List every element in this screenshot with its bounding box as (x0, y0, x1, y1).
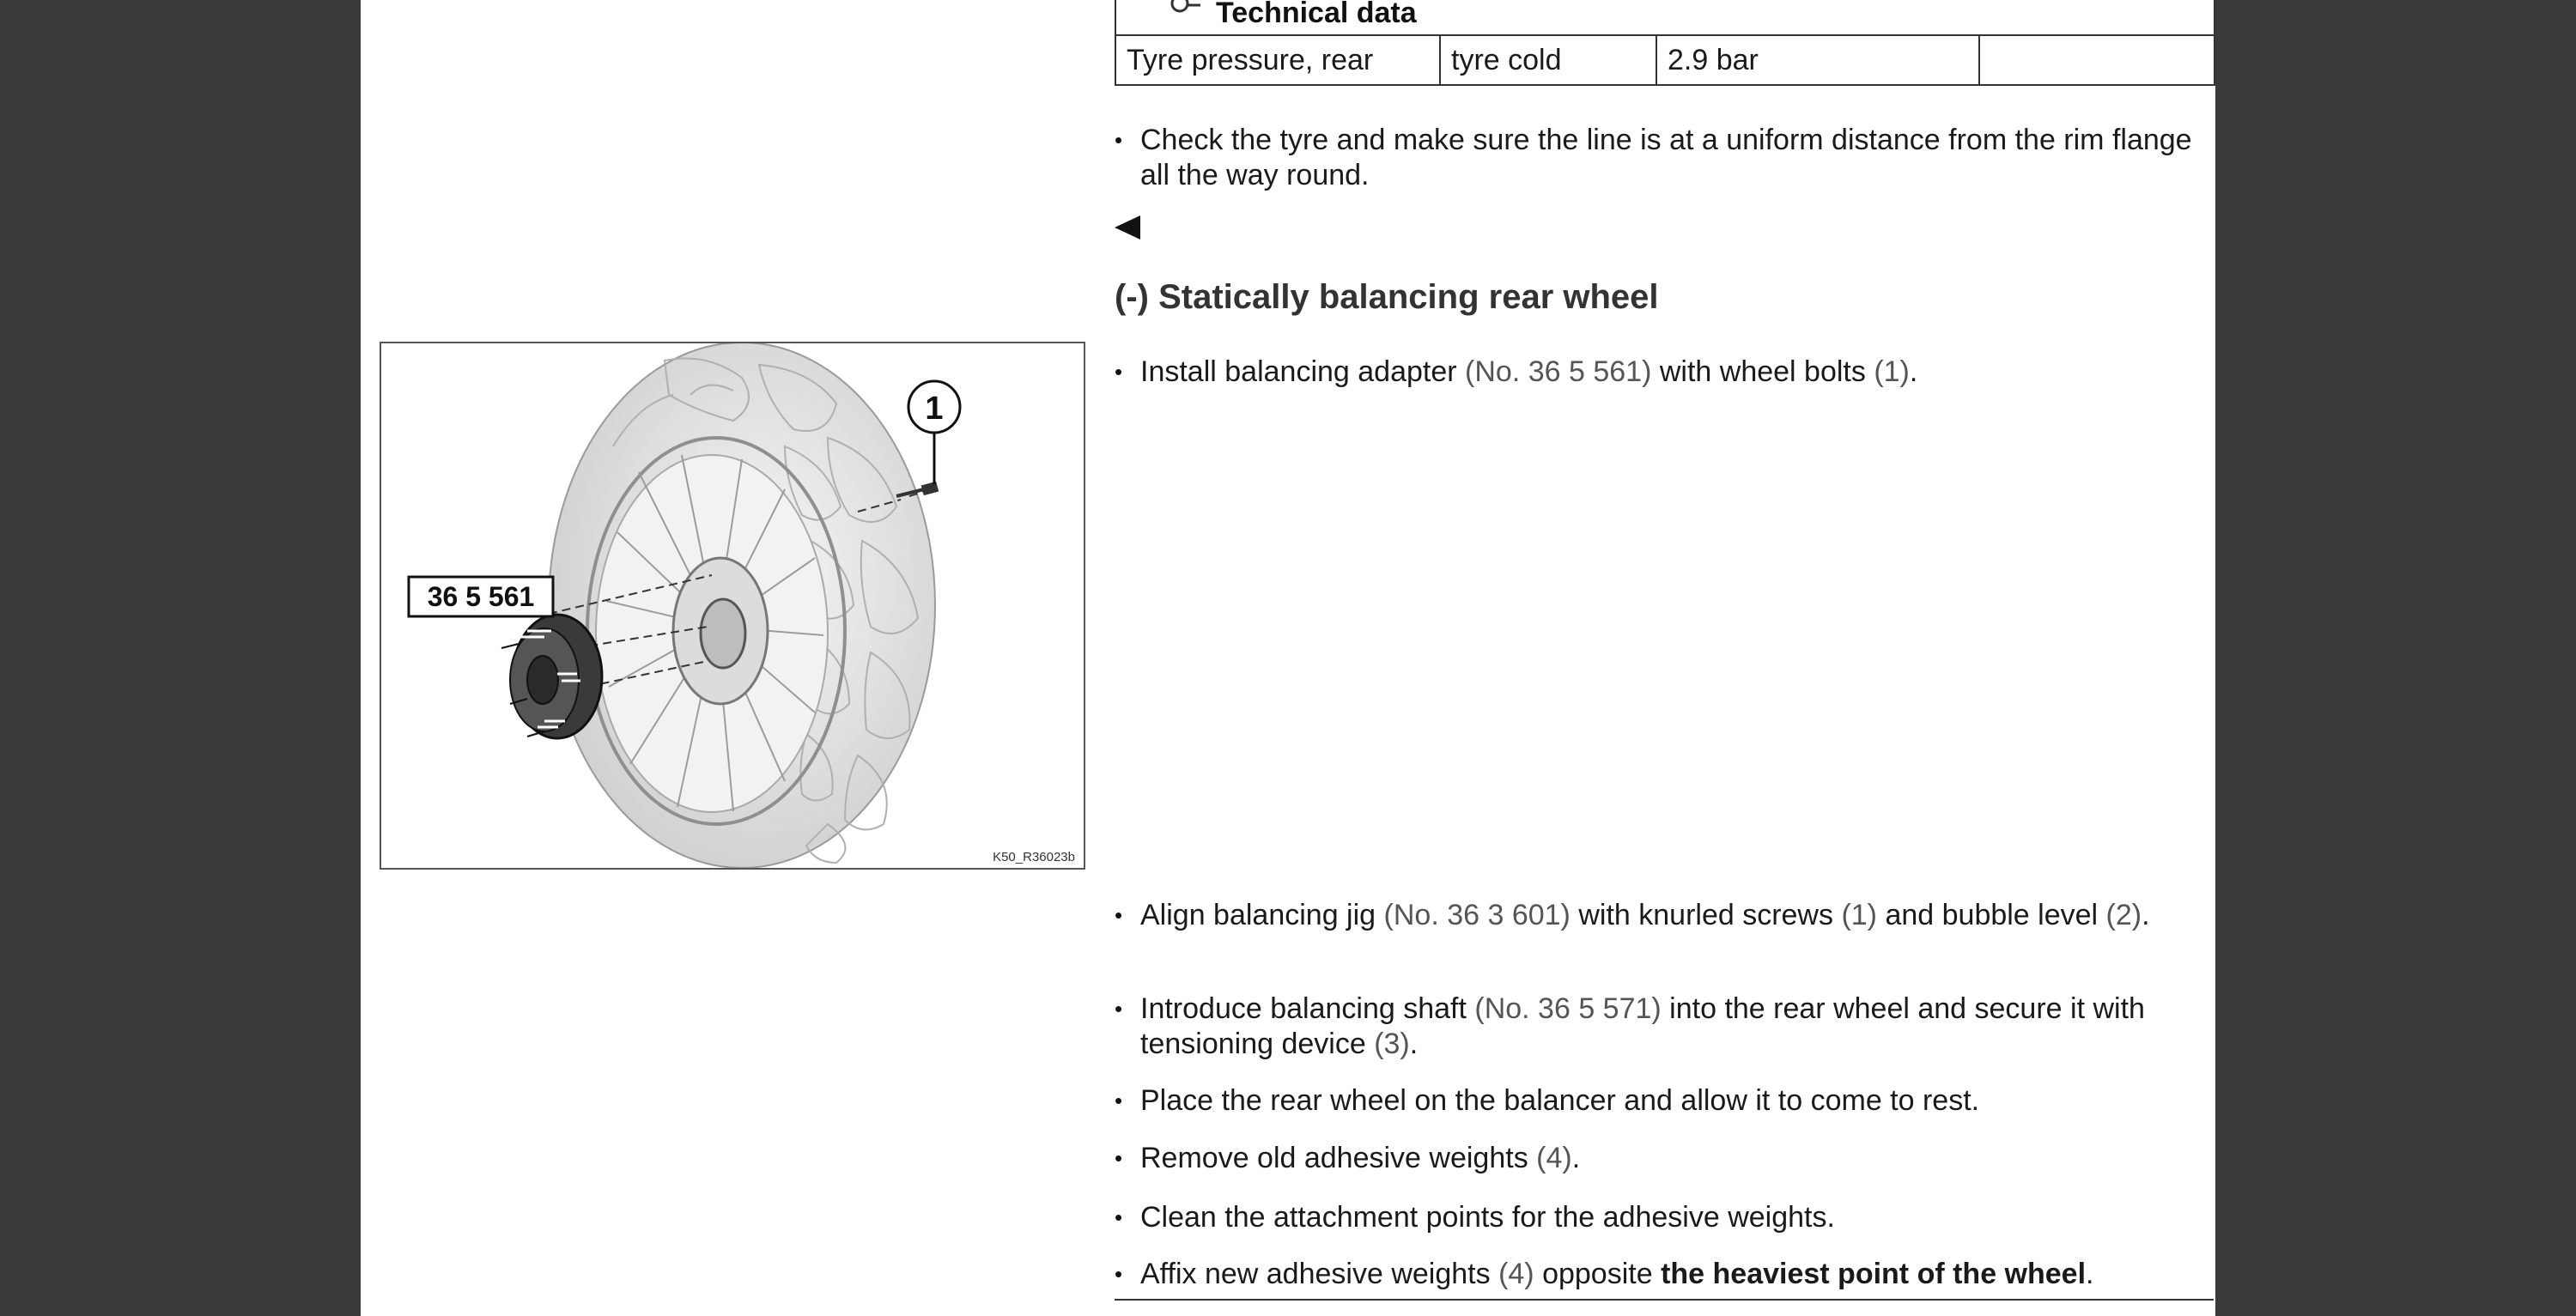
list-item (1115, 1257, 2196, 1293)
bullet-text: Affix new adhesive weights (4) opposite the heaviest point of the wheel. (1140, 1258, 2094, 1290)
bullet-dot: • (1115, 359, 1123, 385)
bullet-dot: • (1115, 1088, 1123, 1113)
bullet-dot: • (1115, 1204, 1123, 1230)
table-cell: 2.9 bar (1657, 36, 1980, 84)
tool-number-text: 36 5 561 (427, 581, 535, 612)
table-row (1116, 36, 2214, 86)
technical-data-header (1116, 0, 2214, 36)
technical-data-icon (1168, 0, 1202, 17)
table-top-rule (1115, 1299, 2214, 1301)
manual-page (361, 0, 2215, 1316)
bullet-dot: • (1115, 1261, 1123, 1287)
list-item (1115, 1200, 2196, 1236)
callout-number: 1 (925, 391, 944, 427)
table-cell: tyre cold (1441, 36, 1657, 84)
bullet-dot: • (1115, 902, 1123, 928)
end-of-section-marker-icon (1115, 215, 1144, 240)
list-item (1115, 1083, 2196, 1119)
bullet-dot: • (1115, 1145, 1123, 1171)
bullet-dot: • (1115, 996, 1123, 1022)
list-item (1115, 992, 2196, 1064)
balancing-adapter-icon (501, 615, 602, 738)
list-item (1115, 1141, 2196, 1177)
callout-1 (908, 381, 960, 484)
bullet-dot: • (1115, 127, 1123, 153)
bullet-text: Clean the attachment points for the adhesive weights. (1140, 1201, 1835, 1234)
bullet-text: Remove old adhesive weights (4). (1140, 1142, 1581, 1174)
table-cell: Tyre pressure, rear (1116, 36, 1441, 84)
technical-data-table (1115, 0, 2215, 86)
list-item (1115, 355, 2196, 391)
image-code: K50_R36023b (993, 850, 1075, 864)
bullet-text: Introduce balancing shaft (No. 36 5 571) into the rear wheel and secure it with tensioning device (3). (1140, 992, 2145, 1060)
list-item (1115, 123, 2196, 195)
bullet-text: Install balancing adapter (No. 36 5 561) with wheel bolts (1). (1140, 355, 1918, 388)
technical-data-title: Technical data (1216, 0, 1417, 29)
tool-number-label (409, 577, 553, 616)
list-item (1115, 898, 2196, 970)
bullet-text: Place the rear wheel on the balancer and allow it to come to rest. (1140, 1084, 1980, 1117)
rear-wheel-diagram (381, 343, 1084, 868)
table-cell (1980, 36, 2212, 84)
wheel-balancing-illustration (380, 342, 1085, 870)
bullet-text: Align balancing jig (No. 36 3 601) with knurled screws (1) and bubble level (2). (1140, 899, 2150, 931)
section-heading: (-) Statically balancing rear wheel (1115, 278, 1659, 316)
bullet-text: Check the tyre and make sure the line is at a uniform distance from the rim flange all the way round. (1140, 124, 2192, 191)
hub-icon (701, 599, 745, 668)
